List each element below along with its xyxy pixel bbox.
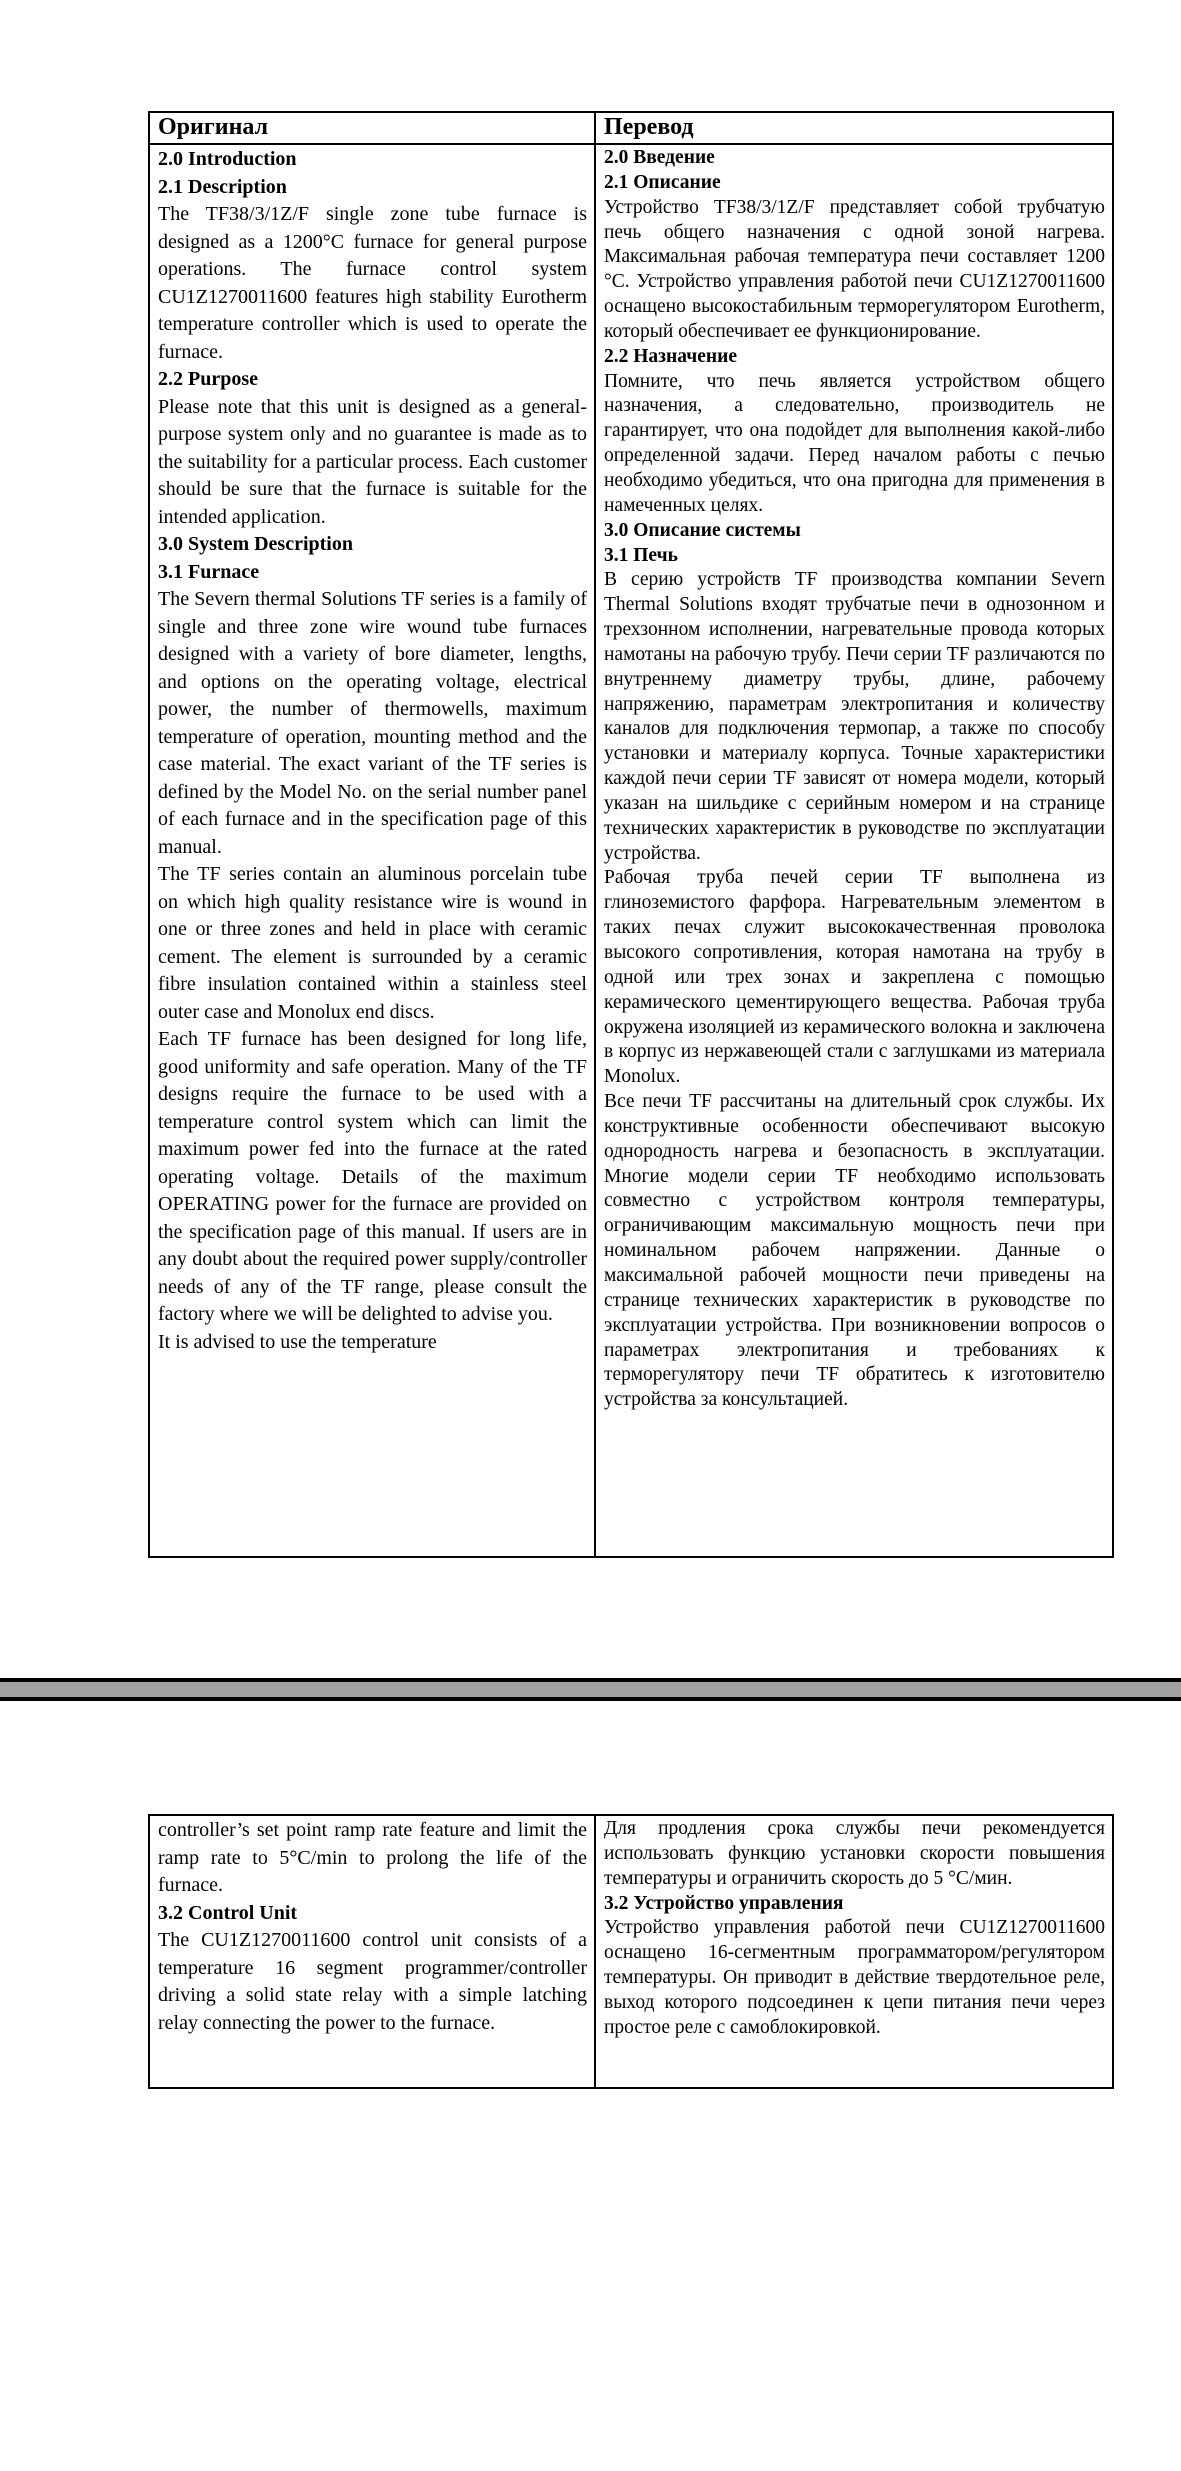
- section-heading: 2.0 Introduction: [158, 148, 297, 170]
- paragraph: Устройство TF38/3/1Z/F представляет собой трубчатую печь общего назначения с одной зоной нагрева. Максимальная рабочая температура печи составляет 1200 °C. Устройство управления работой печи CU1Z1270011600 оснащено высокостабильным терморегулятором Eurotherm, который обеспечивает ее функционирование.: [604, 196, 1105, 342]
- paragraph: В серию устройств TF производства компании Severn Thermal Solutions входят трубчатые печи в однозонном и трехзонном исполнении, нагревательные провода которых намотаны на рабочую трубу. Печи серии TF различаются по внутреннему диаметру трубы, длине, рабочему напряжению, параметрам электропитания и количеству каналов для подключения термопар, а также по способу установки и материалу корпуса. Точные характеристики каждой печи серии TF зависят от номера модели, который указан на шильдике с серийным номером и на странице технических характеристик в руководстве по эксплуатации устройства.: [604, 569, 1105, 864]
- paragraph: The TF series contain an aluminous porcelain tube on which high quality resistance wire is wound in one or three zones and held in place with ceramic cement. The element is surrounded by a ceramic fibre insulation contained within a stainless steel outer case and Monolux end discs.: [158, 863, 587, 1023]
- page-break-divider: [0, 1678, 1181, 1701]
- paragraph: Please note that this unit is designed as a general-purpose system only and no guarantee is made as to the suitability for a particular process. Each customer should be sure that the furnace is suitable for the intended application.: [158, 395, 587, 528]
- section-heading: 3.1 Furnace: [158, 560, 260, 583]
- paragraph: controller’s set point ramp rate feature and limit the ramp rate to 5°C/min to prolong the life of the furnace.: [158, 1819, 587, 1896]
- paragraph: Помните, что печь является устройством общего назначения, а следовательно, производитель не гарантирует, что она подойдет для выполнения какой-либо определенной задачи. Перед началом работы с печью необходимо убедиться, что она пригодна для применения в намеченных целях.: [604, 370, 1105, 516]
- section-heading: 2.2 Purpose: [158, 368, 258, 390]
- table2-translation-cell: [595, 1815, 1113, 2088]
- table2-body-row: [149, 1815, 1113, 2088]
- paragraph: The TF38/3/1Z/F single zone tube furnace is designed as a 1200°C furnace for general purpose operations. The furnace control system CU1Z1270011600 features high stability Eurotherm temperature controller which is used to operate the furnace.: [158, 203, 587, 363]
- table2-original-cell: [149, 1815, 595, 2088]
- paragraph: Each TF furnace has been designed for long life, good uniformity and safe operation. Many of the TF designs require the furnace to be used with a temperature control system which can limit the maximum power fed into the furnace at the rated operating voltage. Details of the maximum OPERATING power for the furnace are provided on the specification page of this manual. If users are in any doubt about the required power supply/controller needs of any of the TF range, please consult the factory where we will be delighted to advise you.: [158, 1028, 587, 1325]
- table1-body-row: [149, 144, 1113, 1557]
- section-heading: 3.1 Печь: [604, 544, 678, 566]
- column-header-original: Оригинал: [149, 112, 595, 144]
- paragraph: Все печи TF рассчитаны на длительный срок службы. Их конструктивные особенности обеспечивают высокую однородность нагрева и безопасность в эксплуатации. Многие модели серии TF необходимо использовать совместно с устройством контроля температуры, ограничивающим максимальную мощность печи при номинальном рабочем напряжении. Данные о максимальной рабочей мощности печи приведены на странице технических характеристик в руководстве по эксплуатации устройства. При возникновении вопросов о параметрах электропитания и требованиях к терморегулятору печи TF обратитесь к изготовителю устройства за консультацией.: [604, 1091, 1105, 1411]
- table1-translation-cell: [595, 144, 1113, 1557]
- paragraph: The CU1Z1270011600 control unit consists of a temperature 16 segment programmer/controller driving a solid state relay with a simple latching relay connecting the power to the furnace.: [158, 1929, 587, 2034]
- table2-original-content: [158, 1817, 587, 2085]
- section-heading: 3.0 Описание системы: [604, 519, 801, 541]
- table1-header-row: [149, 112, 1113, 144]
- section-heading: 2.2 Назначение: [604, 345, 737, 367]
- section-heading: 3.0 System Description: [158, 533, 353, 555]
- table1-translation-content: [604, 146, 1105, 1554]
- paragraph: The Severn thermal Solutions TF series is a family of single and three zone wire wound tube furnaces designed with a variety of bore diameter, lengths, and options on the operating voltage, electrical power, the number of thermowells, maximum temperature of operation, mounting method and the case material. The exact variant of the TF series is defined by the Model No. on the serial number panel of each furnace and in the specification page of this manual.: [158, 588, 587, 858]
- paragraph: Рабочая труба печей серии TF выполнена из глиноземистого фарфора. Нагревательным элементом в таких печах служит высококачественная проволока высокого сопротивления, которая намотана на трубу в одной или трех зонах и закреплена с помощью керамического цементирующего вещества. Рабочая труба окружена изоляцией из керамического волокна и заключена в корпус из нержавеющей стали с заглушками из материала Monolux.: [604, 867, 1105, 1088]
- table1-original-content: [158, 146, 587, 1554]
- translation-table-page2: [148, 1814, 1114, 2089]
- section-heading: 3.2 Устройство управления: [604, 1892, 844, 1914]
- section-heading: 2.1 Описание: [604, 171, 721, 193]
- paragraph: It is advised to use the temperature: [158, 1330, 437, 1353]
- section-heading: 3.2 Control Unit: [158, 1901, 298, 1924]
- column-header-translation: Перевод: [595, 112, 1113, 144]
- table1-original-cell: [149, 144, 595, 1557]
- paragraph: Для продления срока службы печи рекомендуется использовать функцию установки скорости повышения температуры и ограничить скорость до 5 °C/мин.: [604, 1818, 1105, 1889]
- paragraph: Устройство управления работой печи CU1Z1270011600 оснащено 16-сегментным программатором/регулятором температуры. Он приводит в действие твердотельное реле, выход которого подсоединен к цепи питания печи через простое реле с самоблокировкой.: [604, 1917, 1105, 2038]
- section-heading: 2.0 Введение: [604, 147, 715, 168]
- translation-table-page1: [148, 111, 1114, 1558]
- table2-translation-content: [604, 1817, 1105, 2085]
- section-heading: 2.1 Description: [158, 175, 287, 198]
